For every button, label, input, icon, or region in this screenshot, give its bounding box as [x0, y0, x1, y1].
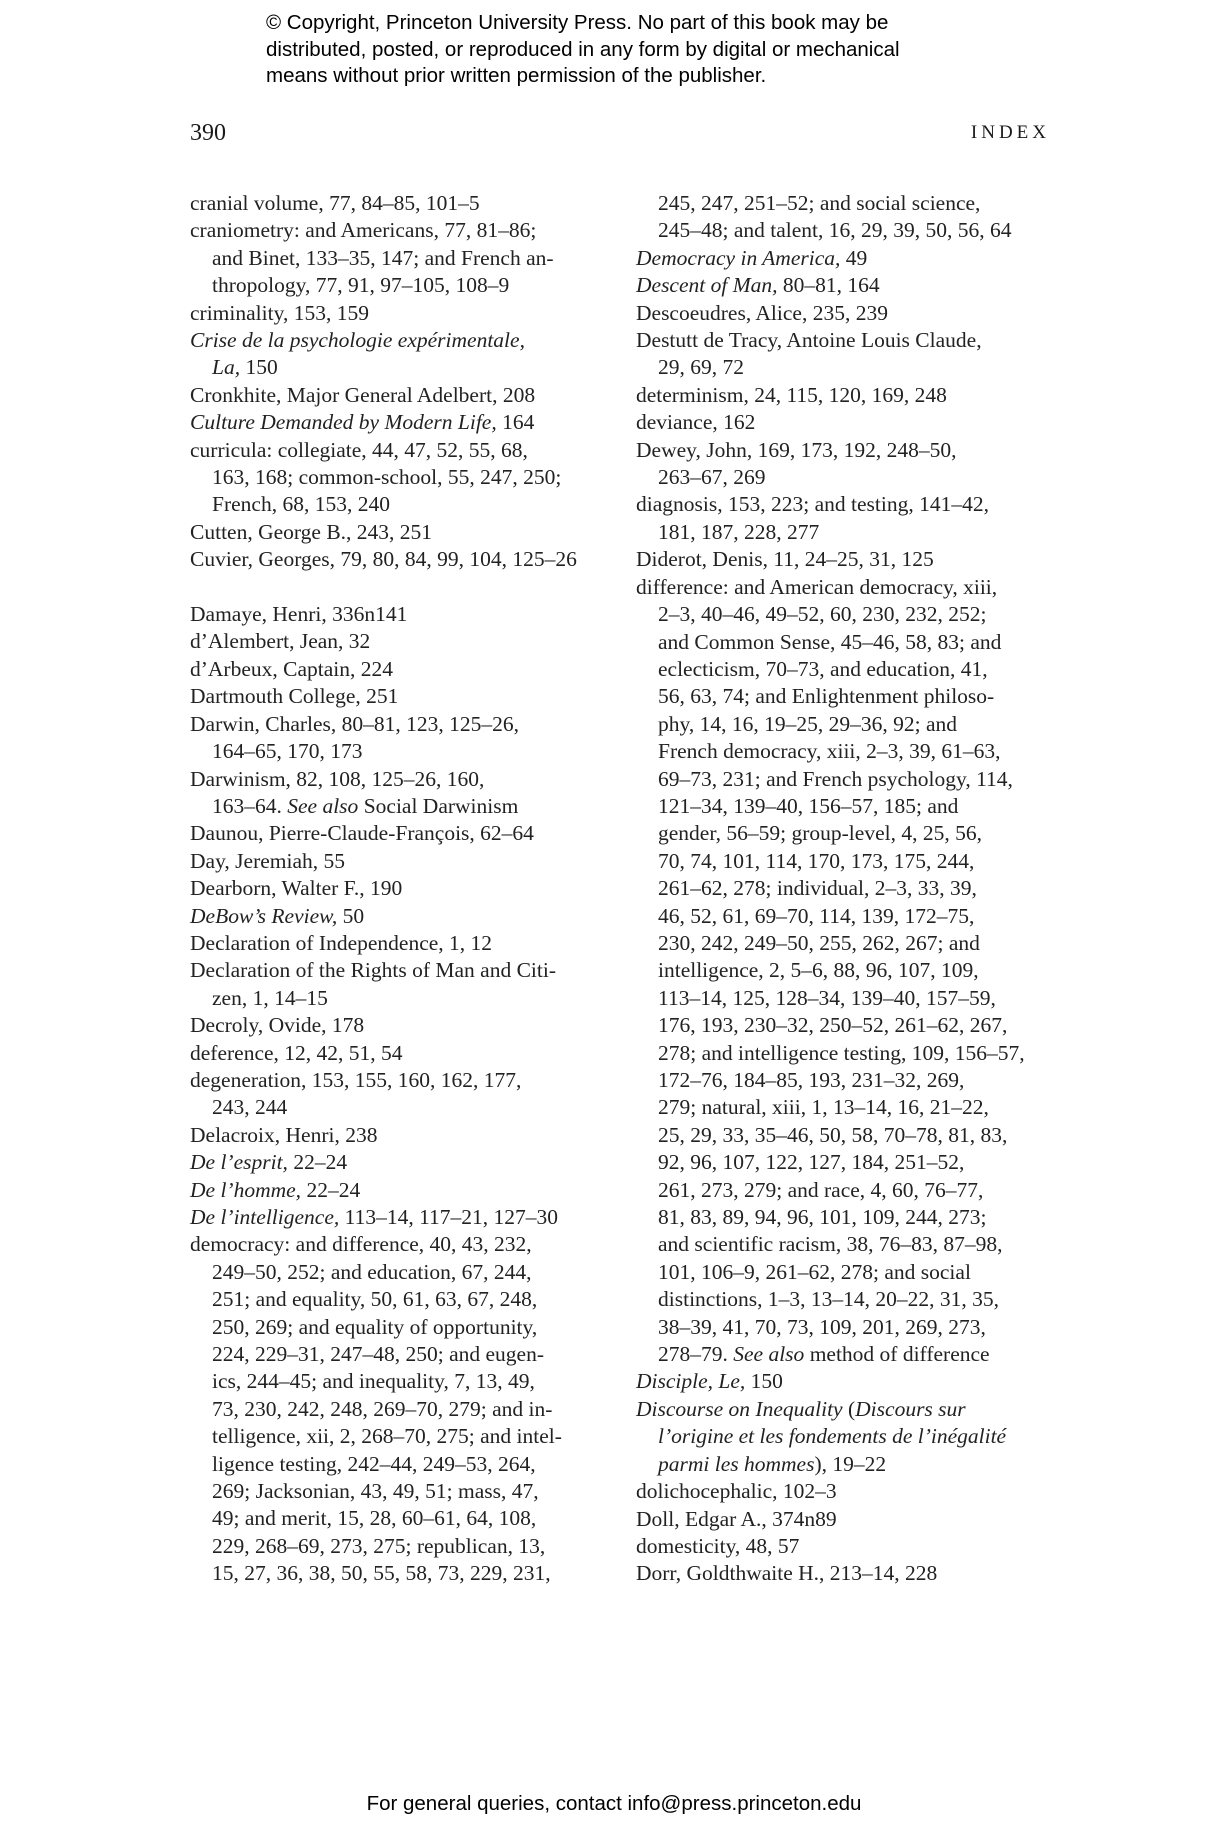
index-entry: domesticity, 48, 57 [636, 1533, 800, 1558]
index-entry-continuation: 38–39, 41, 70, 73, 109, 201, 269, 273, [658, 1314, 986, 1339]
index-entry-continuation: 251; and equality, 50, 61, 63, 67, 248, [212, 1287, 538, 1312]
index-entry-continuation: intelligence, 2, 5–6, 88, 96, 107, 109, [658, 958, 979, 983]
copyright-line: distributed, posted, or reproduced in any form by digital or mechanical [266, 37, 900, 61]
index-entry: Darwinism, 82, 108, 125–26, 160, [190, 766, 485, 791]
index-entry-continuation: ics, 244–45; and inequality, 7, 13, 49, [212, 1369, 535, 1394]
index-entry-continuation: 70, 74, 101, 114, 170, 173, 175, 244, [658, 848, 975, 873]
index-entry-continuation: 261, 273, 279; and race, 4, 60, 76–77, [658, 1177, 984, 1202]
index-entry-continuation: 163, 168; common-school, 55, 247, 250; [212, 465, 562, 490]
index-entry: Delacroix, Henri, 238 [190, 1122, 378, 1147]
entry-gap [190, 574, 610, 601]
index-entry: De l’esprit, 22–24 [190, 1150, 348, 1175]
index-entry-continuation: 245–48; and talent, 16, 29, 39, 50, 56, 64 [658, 218, 1012, 243]
index-entry-continuation: French, 68, 153, 240 [212, 492, 390, 517]
index-entry: Cutten, George B., 243, 251 [190, 519, 433, 544]
index-entry: craniometry: and Americans, 77, 81–86; [190, 218, 537, 243]
index-entry: Cronkhite, Major General Adelbert, 208 [190, 382, 536, 407]
index-entry-continuation: 263–67, 269 [658, 465, 766, 490]
index-entry-continuation: 29, 69, 72 [658, 355, 744, 380]
index-entry: deviance, 162 [636, 410, 756, 435]
index-entry: Dartmouth College, 251 [190, 684, 399, 709]
index-entry-continuation: 261–62, 278; individual, 2–3, 33, 39, [658, 876, 977, 901]
index-entry-continuation: and scientific racism, 38, 76–83, 87–98, [658, 1232, 1003, 1257]
index-entry-continuation: 163–64. See also Social Darwinism [212, 793, 519, 818]
index-entry-continuation: 73, 230, 242, 248, 269–70, 279; and in- [212, 1396, 553, 1421]
index-entry: Crise de la psychologie expérimentale, [190, 328, 525, 353]
index-entry-continuation: 69–73, 231; and French psychology, 114, [658, 766, 1013, 791]
index-entry-continuation: 278; and intelligence testing, 109, 156–57, [658, 1040, 1025, 1065]
index-entry: democracy: and difference, 40, 43, 232, [190, 1232, 532, 1257]
footer-contact: For general queries, contact info@press.princeton.edu [366, 1792, 862, 1815]
index-entry-continuation: 49; and merit, 15, 28, 60–61, 64, 108, [212, 1506, 537, 1531]
index-entry-continuation: ligence testing, 242–44, 249–53, 264, [212, 1451, 536, 1476]
index-entry-continuation: telligence, xii, 2, 268–70, 275; and intel- [212, 1424, 562, 1449]
index-entry-continuation: 243, 244 [212, 1095, 288, 1120]
index-entry: Dewey, John, 169, 173, 192, 248–50, [636, 437, 957, 462]
index-entry-continuation: La, 150 [212, 355, 278, 380]
page-header [190, 120, 1050, 154]
index-entry: deference, 12, 42, 51, 54 [190, 1040, 403, 1065]
index-entry: Dearborn, Walter F., 190 [190, 876, 403, 901]
index-entry-continuation: thropology, 77, 91, 97–105, 108–9 [212, 273, 510, 298]
index-entry: Democracy in America, 49 [636, 245, 868, 270]
index-entry-continuation: and Common Sense, 45–46, 58, 83; and [658, 629, 1002, 654]
index-entry-continuation: 279; natural, xiii, 1, 13–14, 16, 21–22, [658, 1095, 989, 1120]
index-entry: Descent of Man, 80–81, 164 [636, 273, 880, 298]
index-column-right [636, 190, 1056, 1588]
index-entry-continuation: 172–76, 184–85, 193, 231–32, 269, [658, 1068, 965, 1092]
index-entry-continuation: 113–14, 125, 128–34, 139–40, 157–59, [658, 985, 996, 1010]
index-entry: Decroly, Ovide, 178 [190, 1013, 365, 1038]
index-entry-continuation: 46, 52, 61, 69–70, 114, 139, 172–75, [658, 903, 975, 928]
index-entry-continuation: 249–50, 252; and education, 67, 244, [212, 1259, 532, 1284]
index-entry: cranial volume, 77, 84–85, 101–5 [190, 191, 480, 215]
copyright-notice [266, 10, 1026, 90]
index-entry-continuation: phy, 14, 16, 19–25, 29–36, 92; and [658, 711, 957, 736]
index-entry-continuation: 56, 63, 74; and Enlightenment philoso- [658, 684, 995, 709]
index-entry: Diderot, Denis, 11, 24–25, 31, 125 [636, 547, 934, 572]
index-entry-continuation: 101, 106–9, 261–62, 278; and social [658, 1259, 971, 1284]
index-entry-continuation: 121–34, 139–40, 156–57, 185; and [658, 793, 959, 818]
index-entry-continuation: French democracy, xiii, 2–3, 39, 61–63, [658, 739, 1001, 764]
index-entry-continuation: 229, 268–69, 273, 275; republican, 13, [212, 1533, 546, 1558]
index-entry-continuation: 224, 229–31, 247–48, 250; and eugen- [212, 1342, 545, 1367]
index-entry: degeneration, 153, 155, 160, 162, 177, [190, 1067, 522, 1092]
index-entry-continuation: 15, 27, 36, 38, 50, 55, 58, 73, 229, 231, [212, 1561, 551, 1586]
index-entry: Disciple, Le, 150 [636, 1369, 783, 1394]
index-entry: curricula: collegiate, 44, 47, 52, 55, 68, [190, 437, 528, 462]
index-entry: De l’homme, 22–24 [190, 1177, 361, 1202]
index-entry: Discourse on Inequality (Discours sur [636, 1396, 966, 1421]
index-entry-continuation: 25, 29, 33, 35–46, 50, 58, 70–78, 81, 83, [658, 1122, 1008, 1147]
index-entry-continuation: 164–65, 170, 173 [212, 739, 363, 764]
index-entry: Cuvier, Georges, 79, 80, 84, 99, 104, 125–26 [190, 547, 577, 572]
index-entry: difference: and American democracy, xiii, [636, 574, 998, 599]
index-entry-continuation: and Binet, 133–35, 147; and French an- [212, 245, 554, 270]
index-entry-continuation: 278–79. See also method of difference [658, 1342, 990, 1367]
index-entry: Descoeudres, Alice, 235, 239 [636, 300, 888, 325]
index-entry: determinism, 24, 115, 120, 169, 248 [636, 382, 947, 407]
index-entry-continuation: gender, 56–59; group-level, 4, 25, 56, [658, 821, 982, 846]
index-entry-continuation: 81, 83, 89, 94, 96, 101, 109, 244, 273; [658, 1205, 987, 1230]
index-entry: criminality, 153, 159 [190, 300, 369, 325]
page-number: 390 [190, 120, 226, 146]
index-entry: Destutt de Tracy, Antoine Louis Claude, [636, 328, 982, 353]
index-entry: Darwin, Charles, 80–81, 123, 125–26, [190, 711, 520, 736]
index-entry: d’Alembert, Jean, 32 [190, 629, 371, 654]
index-entry: diagnosis, 153, 223; and testing, 141–42, [636, 492, 989, 517]
index-entry: Declaration of the Rights of Man and Citi- [190, 958, 557, 983]
copyright-line: © Copyright, Princeton University Press. No part of this book may be [266, 11, 889, 34]
index-entry: Doll, Edgar A., 374n89 [636, 1506, 837, 1531]
index-entry-continuation: l’origine et les fondements de l’inégalité [658, 1424, 1007, 1449]
index-entry: Dorr, Goldthwaite H., 213–14, 228 [636, 1561, 938, 1586]
index-entry: Culture Demanded by Modern Life, 164 [190, 410, 535, 435]
index-entry-continuation: parmi les hommes), 19–22 [658, 1451, 887, 1476]
index-entry-continuation: 181, 187, 228, 277 [658, 519, 820, 544]
index-entry: d’Arbeux, Captain, 224 [190, 656, 394, 681]
index-entry-continuation: 230, 242, 249–50, 255, 262, 267; and [658, 930, 980, 955]
index-entry-continuation: 176, 193, 230–32, 250–52, 261–62, 267, [658, 1013, 1008, 1038]
index-entry-continuation: 92, 96, 107, 122, 127, 184, 251–52, [658, 1150, 965, 1175]
index-entry: Daunou, Pierre-Claude-François, 62–64 [190, 821, 534, 846]
index-entry: Damaye, Henri, 336n141 [190, 602, 408, 627]
index-entry-continuation: distinctions, 1–3, 13–14, 20–22, 31, 35, [658, 1287, 1000, 1312]
index-entry-continuation: 269; Jacksonian, 43, 49, 51; mass, 47, [212, 1479, 539, 1504]
index-column-left [190, 190, 610, 1588]
index-entry-continuation: 250, 269; and equality of opportunity, [212, 1314, 538, 1339]
index-entry-continuation: 245, 247, 251–52; and social science, [658, 191, 981, 215]
index-entry: Day, Jeremiah, 55 [190, 848, 346, 873]
index-entry: dolichocephalic, 102–3 [636, 1479, 837, 1504]
index-entry-continuation: 2–3, 40–46, 49–52, 60, 230, 232, 252; [658, 602, 987, 627]
index-entry: De l’intelligence, 113–14, 117–21, 127–30 [190, 1205, 559, 1230]
index-entry: Declaration of Independence, 1, 12 [190, 930, 493, 955]
index-entry-continuation: zen, 1, 14–15 [212, 985, 328, 1010]
running-head: INDEX [970, 122, 1050, 143]
copyright-line: means without prior written permission of the publisher. [266, 64, 767, 87]
index-entry: DeBow’s Review, 50 [190, 903, 365, 928]
index-entry-continuation: eclecticism, 70–73, and education, 41, [658, 656, 988, 681]
